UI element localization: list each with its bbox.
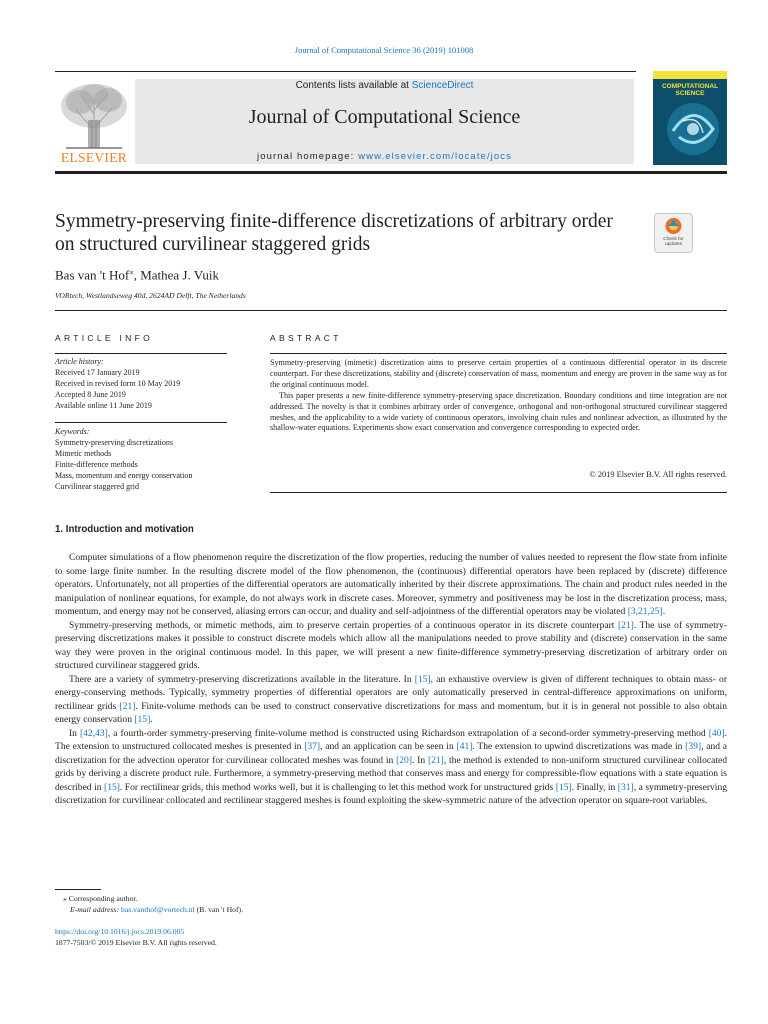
issn-line: 1877-7503/© 2019 Elsevier B.V. All rights reserved. xyxy=(55,938,217,947)
section-body xyxy=(55,551,727,808)
check-updates-label: Check for updates xyxy=(663,237,684,247)
history-accepted: Accepted 8 June 2019 xyxy=(55,390,126,399)
citation-link[interactable]: [37] xyxy=(304,741,321,752)
citation-link[interactable]: [21] xyxy=(119,700,136,712)
homepage-link[interactable]: www.elsevier.com/locate/jocs xyxy=(358,151,512,162)
keywords-subrule xyxy=(55,422,227,423)
journal-cover-image[interactable] xyxy=(653,71,727,165)
citation-link[interactable]: [15] xyxy=(104,781,120,793)
check-for-updates-badge[interactable] xyxy=(654,213,693,253)
citation-link[interactable]: [21] xyxy=(427,754,444,766)
paragraph-1: Computer simulations of a flow phenomenon require the discretization of the flow properties, reducing the number of values needed to represent the flow state from infinite to some large finite number. In the resulting discrete model of the flow phenomenon, the (continuous) differential operators have been replaced by (discrete) difference operators. Unfortunately, not all properties of the differential operators are automatically inherited by their discrete approximations. The chain and product rules needed in the manipulation of nonlinear equations, for example, do not always work in discrete cases. Moreover, symmetry and positiveness may be lost in the discretization process, mass, momentum, and energy may not be conserved, aliasing errors can occur, and duality and self-adjointness of the differential operators may be violated [3,21,25]. xyxy=(55,552,727,617)
contents-line xyxy=(135,80,634,91)
article-info-heading: ARTICLE INFO xyxy=(55,333,154,343)
abstract-paragraph-2: This paper presents a new finite-difference symmetry-preserving space discretization. Boundary conditions and time integration are not addressed. The novelty is that it combines arbitrary order of convergence, orthogonal and non-orthogonal structured curvilinear staggered meshes, and the applicability to a wide variety of continuous operators, involving chain rules and nonlinear advection, as illustrated by the shallow-water equations. Experiments show exact conservation and convergence corresponding to expected order. xyxy=(270,390,727,433)
abstract-subrule xyxy=(270,353,727,354)
article-info-rule xyxy=(55,310,727,311)
abstract-heading: ABSTRACT xyxy=(270,333,342,343)
abstract-copyright: © 2019 Elsevier B.V. All rights reserved. xyxy=(589,470,727,479)
section-heading: 1. Introduction and motivation xyxy=(55,524,194,535)
email-suffix: (B. van 't Hof). xyxy=(196,905,244,914)
citation-link[interactable]: [31] xyxy=(617,781,634,793)
homepage-line xyxy=(135,151,634,162)
citation-link[interactable]: [3,21,25] xyxy=(627,606,663,617)
history-received: Received 17 January 2019 xyxy=(55,368,140,377)
citation-link[interactable]: [40] xyxy=(708,727,725,739)
keyword-item: Mimetic methods xyxy=(55,449,112,458)
citation-link[interactable]: [41] xyxy=(456,741,473,752)
citation-link[interactable]: [15] xyxy=(555,781,572,793)
author-2: , Mathea J. Vuik xyxy=(133,267,219,283)
paragraph-4: In [42,43], a fourth-order symmetry-preserving finite-volume method is constructed using Richardson extrapolation of a second-order symmetry-preserving method [40]. The extension to unstructured collocated meshes is presented in [37], and an application can be seen in [41]. The extension to upwind discretizations was made in [39], and a discretization for the advection operator for curvilinear collocated meshes was found in [20]. In [21], the method is extended to non-uniform structured curvilinear collocated grids by deriving a discrete product rule. Furthermore, a symmetry-preserving method that conserves mass and energy for compressible-flow equations with a state equation is described in [15]. For rectilinear grids, this method works well, but it is challenging to let this method work for unstructured grids [15]. Finally, in [31], a symmetry-preserving discretization for curvilinear collocated and rectilinear staggered meshes is found exploiting the skew-symmetric nature of the advection operator on square-root variables. xyxy=(55,727,728,806)
abstract-paragraph-1: Symmetry-preserving (mimetic) discretization aims to preserve certain properties of a continuous differential operator in its discrete counterpart. For these discretizations, stability and (discrete) conservation of mass, momentum and energy are proven in the same way as for the original continuous model. xyxy=(270,358,727,389)
journal-title: Journal of Computational Science xyxy=(248,106,521,128)
journal-reference[interactable]: Journal of Computational Science 36 (2019) 101008 xyxy=(294,45,474,55)
keyword-item: Finite-difference methods xyxy=(55,460,138,469)
article-title: Symmetry-preserving finite-difference discretizations of arbitrary order on structured curvilinear staggered grids xyxy=(55,211,613,255)
history-label: Article history: xyxy=(55,357,104,366)
paragraph-3: There are a variety of symmetry-preserving discretizations available in the literature. In [15], an exhaustive overview is given of different techniques to obtain mass- or energy-conserving methods. Typically, symmetry properties of differential operators are only automatically preserved in central-difference approximations on uniform, rectilinear grids [21]. Finite-volume methods can be used to construct conservative discretizations for mass and momentum, but it is in general not possible to also obtain energy conservation [15]. xyxy=(55,673,727,725)
header-rule xyxy=(55,71,636,72)
sciencedirect-link[interactable]: ScienceDirect xyxy=(411,80,474,91)
citation-link[interactable]: [15] xyxy=(134,714,151,725)
abstract-text xyxy=(270,358,727,434)
elsevier-logo-text: ELSEVIER xyxy=(60,150,128,165)
affiliation: VORtech, Westlandseweg 40d, 2624AD Delft, The Netherlands xyxy=(55,291,246,300)
citation-link[interactable]: [21] xyxy=(617,619,634,631)
footnote-rule xyxy=(55,889,101,890)
corresponding-footnote xyxy=(55,893,138,904)
history-revised: Received in revised form 10 May 2019 xyxy=(55,379,181,388)
keyword-item: Mass, momentum and energy conservation xyxy=(55,471,193,480)
homepage-prefix: journal homepage: xyxy=(257,151,359,162)
email-footnote xyxy=(70,904,243,915)
article-history xyxy=(55,356,235,411)
citation-link[interactable]: [39] xyxy=(685,741,702,752)
citation-link[interactable]: [20] xyxy=(396,754,412,766)
citation-link[interactable]: [42,43] xyxy=(79,727,108,739)
footnote-text: Corresponding author. xyxy=(68,894,138,903)
paragraph-2: Symmetry-preserving methods, or mimetic methods, aim to preserve certain properties of a continuous operator in its discrete counterpart [21]. The use of symmetry-preserving discretizations makes it possible to construct discrete models which allow all the manipulations needed to prove stability and (discrete) conservation in the same way they were proven in the original continuous model. In this paper, we will present a new finite-difference symmetry-preserving discretization of arbitrary order on structured curvilinear staggered grids. xyxy=(55,619,727,671)
keyword-item: Curvilinear staggered grid xyxy=(55,482,139,491)
keywords-label: Keywords: xyxy=(55,427,90,436)
keywords-block xyxy=(55,426,245,492)
author-1: Bas van 't Hof xyxy=(55,267,130,283)
corresponding-author-marker[interactable]: ⁎ xyxy=(129,266,134,276)
email-label: E-mail address: xyxy=(70,905,120,914)
email-link[interactable]: bas.vanthof@vortech.nl xyxy=(120,905,195,914)
elsevier-tree-logo xyxy=(58,80,130,150)
footnote-marker: ⁎ xyxy=(63,894,67,903)
citation-link[interactable]: [15] xyxy=(414,673,431,685)
author-line xyxy=(55,266,219,283)
contents-prefix: Contents lists available at xyxy=(295,80,412,91)
cover-title: COMPUTATIONAL SCIENCE xyxy=(661,83,719,97)
abstract-bottom-rule xyxy=(270,492,727,493)
history-online: Available online 11 June 2019 xyxy=(55,401,152,410)
keyword-item: Symmetry-preserving discretizations xyxy=(55,438,173,447)
banner-bottom-rule xyxy=(55,171,727,174)
article-info-subrule xyxy=(55,353,227,354)
doi-link[interactable]: https://doi.org/10.1016/j.jocs.2019.06.005 xyxy=(55,927,185,936)
